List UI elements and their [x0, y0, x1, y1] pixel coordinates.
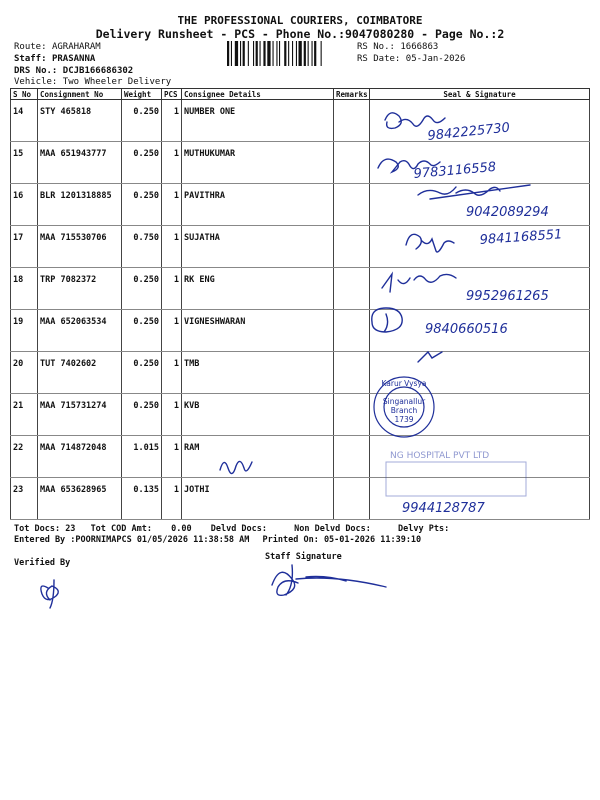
- cell-sno: 21: [11, 394, 38, 436]
- table-row: [11, 184, 590, 226]
- cell-consignee: SUJATHA: [182, 226, 334, 268]
- cell-weight: 0.135: [122, 478, 162, 520]
- cell-weight: 0.250: [122, 394, 162, 436]
- cell-consignment: MAA 653628965: [38, 478, 122, 520]
- table-row: [11, 142, 590, 184]
- barcode-bar: [279, 41, 280, 66]
- cell-remarks: [334, 478, 370, 520]
- tot-cod-value: 0.00: [171, 524, 192, 534]
- runsheet-title: Delivery Runsheet - PCS - Phone No.:9047080280 - Page No.:2: [95, 27, 505, 41]
- cell-sno: 16: [11, 184, 38, 226]
- cell-pcs: 1: [162, 226, 182, 268]
- cell-signature: [370, 226, 590, 268]
- cell-sno: 23: [11, 478, 38, 520]
- staff-label: Staff:: [14, 54, 47, 64]
- verified-by-label: Verified By: [14, 558, 71, 568]
- cell-sno: 18: [11, 268, 38, 310]
- entry-line: [14, 535, 421, 545]
- barcode-bar: [235, 41, 238, 66]
- staff-signature-label: Staff Signature: [265, 552, 342, 562]
- table-row: [11, 394, 590, 436]
- cell-weight: 0.750: [122, 226, 162, 268]
- cell-signature: [370, 394, 590, 436]
- col-remarks: Remarks: [334, 89, 370, 100]
- phone-19: 9840660516: [425, 322, 508, 337]
- table-row: [11, 478, 590, 520]
- cell-remarks: [334, 436, 370, 478]
- cell-pcs: 1: [162, 394, 182, 436]
- rs-date-label: RS Date:: [357, 54, 401, 64]
- cell-pcs: 1: [162, 100, 182, 142]
- runsheet-table: [10, 88, 590, 520]
- cell-signature: [370, 478, 590, 520]
- barcode-bar: [253, 41, 254, 66]
- table-row: [11, 268, 590, 310]
- barcode-bar: [292, 41, 293, 66]
- cell-signature: [370, 352, 590, 394]
- barcode-bar: [273, 41, 274, 66]
- cell-pcs: 1: [162, 310, 182, 352]
- barcode-bar: [248, 41, 249, 66]
- cell-weight: 0.250: [122, 184, 162, 226]
- barcode-bar: [296, 41, 297, 66]
- cell-weight: 0.250: [122, 142, 162, 184]
- col-weight: Weight: [122, 89, 162, 100]
- col-sno: S No: [11, 89, 38, 100]
- barcode-bar: [276, 41, 277, 66]
- rs-no-line: [357, 41, 438, 53]
- route-value: AGRAHARAM: [51, 42, 101, 52]
- route-label: Route:: [14, 42, 47, 52]
- barcode-bar: [304, 41, 306, 66]
- phone-23: 9944128787: [402, 501, 485, 516]
- cell-weight: 0.250: [122, 268, 162, 310]
- cell-consignee: RK ENG: [182, 268, 334, 310]
- cell-sno: 20: [11, 352, 38, 394]
- cell-remarks: [334, 226, 370, 268]
- phone-18: 9952961265: [466, 289, 549, 304]
- cell-consignment: MAA 651943777: [38, 142, 122, 184]
- vehicle-line: [14, 76, 171, 88]
- table-row: [11, 226, 590, 268]
- cell-consignee: RAM: [182, 436, 334, 478]
- table-header-row: [11, 89, 590, 100]
- drs-value: DCJB166686302: [62, 66, 134, 76]
- cell-pcs: 1: [162, 352, 182, 394]
- tot-docs-value: 23: [65, 524, 76, 534]
- non-delvd-docs-label: Non Delvd Docs:: [294, 524, 371, 534]
- cell-consignment: MAA 715731274: [38, 394, 122, 436]
- barcode-bar: [267, 41, 270, 66]
- rs-date-value: 05-Jan-2026: [405, 54, 466, 64]
- vehicle-value: Two Wheeler Delivery: [62, 77, 172, 87]
- barcode-bar: [227, 41, 229, 66]
- table-row: [11, 100, 590, 142]
- entered-by: Entered By :POORNIMAPCS 01/05/2026 11:38:58 AM: [14, 535, 250, 545]
- table-row: [11, 310, 590, 352]
- cell-pcs: 1: [162, 478, 182, 520]
- barcode-bar: [240, 41, 241, 66]
- barcode-bar: [321, 41, 322, 66]
- cell-signature: [370, 100, 590, 142]
- stamp-kvb-line4: 1739: [394, 415, 414, 424]
- cell-consignee: VIGNESHWARAN: [182, 310, 334, 352]
- col-consignee: Consignee Details: [182, 89, 334, 100]
- cell-pcs: 1: [162, 184, 182, 226]
- cell-pcs: 1: [162, 268, 182, 310]
- vehicle-label: Vehicle:: [14, 77, 58, 87]
- cell-consignment: BLR 1201318885: [38, 184, 122, 226]
- cell-sno: 19: [11, 310, 38, 352]
- cell-sno: 22: [11, 436, 38, 478]
- cell-remarks: [334, 268, 370, 310]
- barcode-bar: [299, 41, 302, 66]
- cell-remarks: [334, 184, 370, 226]
- cell-weight: 0.250: [122, 352, 162, 394]
- delvd-docs-label: Delvd Docs:: [210, 524, 268, 534]
- staff-signature-mark: [272, 565, 386, 595]
- cell-remarks: [334, 310, 370, 352]
- table-row: [11, 352, 590, 394]
- stamp-ng-hospital: NG HOSPITAL PVT LTD: [390, 451, 490, 461]
- cell-sno: 17: [11, 226, 38, 268]
- totals-line: [14, 524, 449, 534]
- barcode-bar: [260, 41, 261, 66]
- phone-16: 9042089294: [466, 205, 549, 220]
- rs-date-line: [357, 53, 465, 65]
- stamp-kvb-line1: Karur Vysya: [381, 379, 427, 388]
- printed-on: Printed On: 05-01-2026 11:39:10: [262, 535, 422, 545]
- cell-signature: [370, 184, 590, 226]
- cell-consignee: TMB: [182, 352, 334, 394]
- barcode-bar: [312, 41, 313, 66]
- tot-docs-label: Tot Docs:: [14, 524, 61, 534]
- cell-consignment: TRP 7082372: [38, 268, 122, 310]
- cell-weight: 1.015: [122, 436, 162, 478]
- col-signature: Seal & Signature: [370, 89, 590, 100]
- col-pcs: PCS: [162, 89, 182, 100]
- company-name: THE PROFESSIONAL COURIERS, COIMBATORE: [177, 14, 423, 27]
- cell-consignee: NUMBER ONE: [182, 100, 334, 142]
- phone-15: 9783116558: [413, 159, 497, 182]
- cell-sno: 15: [11, 142, 38, 184]
- cell-remarks: [334, 394, 370, 436]
- cell-consignee: MUTHUKUMAR: [182, 142, 334, 184]
- rs-no-label: RS No.:: [357, 42, 395, 52]
- cell-remarks: [334, 100, 370, 142]
- cell-signature: [370, 310, 590, 352]
- cell-remarks: [334, 142, 370, 184]
- cell-weight: 0.250: [122, 100, 162, 142]
- drs-label: DRS No.:: [14, 66, 58, 76]
- phone-14: 9842225730: [426, 120, 511, 144]
- cell-consignee: KVB: [182, 394, 334, 436]
- staff-line: [14, 53, 95, 65]
- cell-consignment: MAA 652063534: [38, 310, 122, 352]
- cell-consignment: STY 465818: [38, 100, 122, 142]
- cell-weight: 0.250: [122, 310, 162, 352]
- barcode-bar: [231, 41, 232, 66]
- stamp-kvb-line2: Singanallur: [382, 397, 426, 406]
- table-row: [11, 436, 590, 478]
- barcode-bar: [243, 41, 245, 66]
- cell-consignment: TUT 7402602: [38, 352, 122, 394]
- cell-signature: [370, 268, 590, 310]
- verified-signature-mark: [41, 580, 58, 608]
- cell-signature: [370, 436, 590, 478]
- col-consignment: Consignment No: [38, 89, 122, 100]
- cell-remarks: [334, 352, 370, 394]
- tot-cod-label: Tot COD Amt:: [90, 524, 152, 534]
- route-line: [14, 41, 101, 53]
- barcode-bar: [308, 41, 309, 66]
- barcode-bar: [284, 41, 286, 66]
- cell-pcs: 1: [162, 142, 182, 184]
- rs-no-value: 1666863: [400, 42, 439, 52]
- barcode-bar: [263, 41, 265, 66]
- cell-pcs: 1: [162, 436, 182, 478]
- cell-consignment: MAA 714872048: [38, 436, 122, 478]
- barcode: [227, 41, 353, 66]
- cell-signature: [370, 142, 590, 184]
- cell-sno: 14: [11, 100, 38, 142]
- cell-consignee: PAVITHRA: [182, 184, 334, 226]
- phone-17: 9841168551: [479, 227, 563, 248]
- cell-consignee: JOTHI: [182, 478, 334, 520]
- barcode-bar: [288, 41, 289, 66]
- staff-value: PRASANNA: [51, 54, 96, 64]
- delvy-pts-label: Delvy Pts:: [398, 524, 450, 534]
- cell-consignment: MAA 715530706: [38, 226, 122, 268]
- barcode-bar: [256, 41, 258, 66]
- stamp-kvb-line3: Branch: [390, 406, 418, 415]
- barcode-bar: [314, 41, 316, 66]
